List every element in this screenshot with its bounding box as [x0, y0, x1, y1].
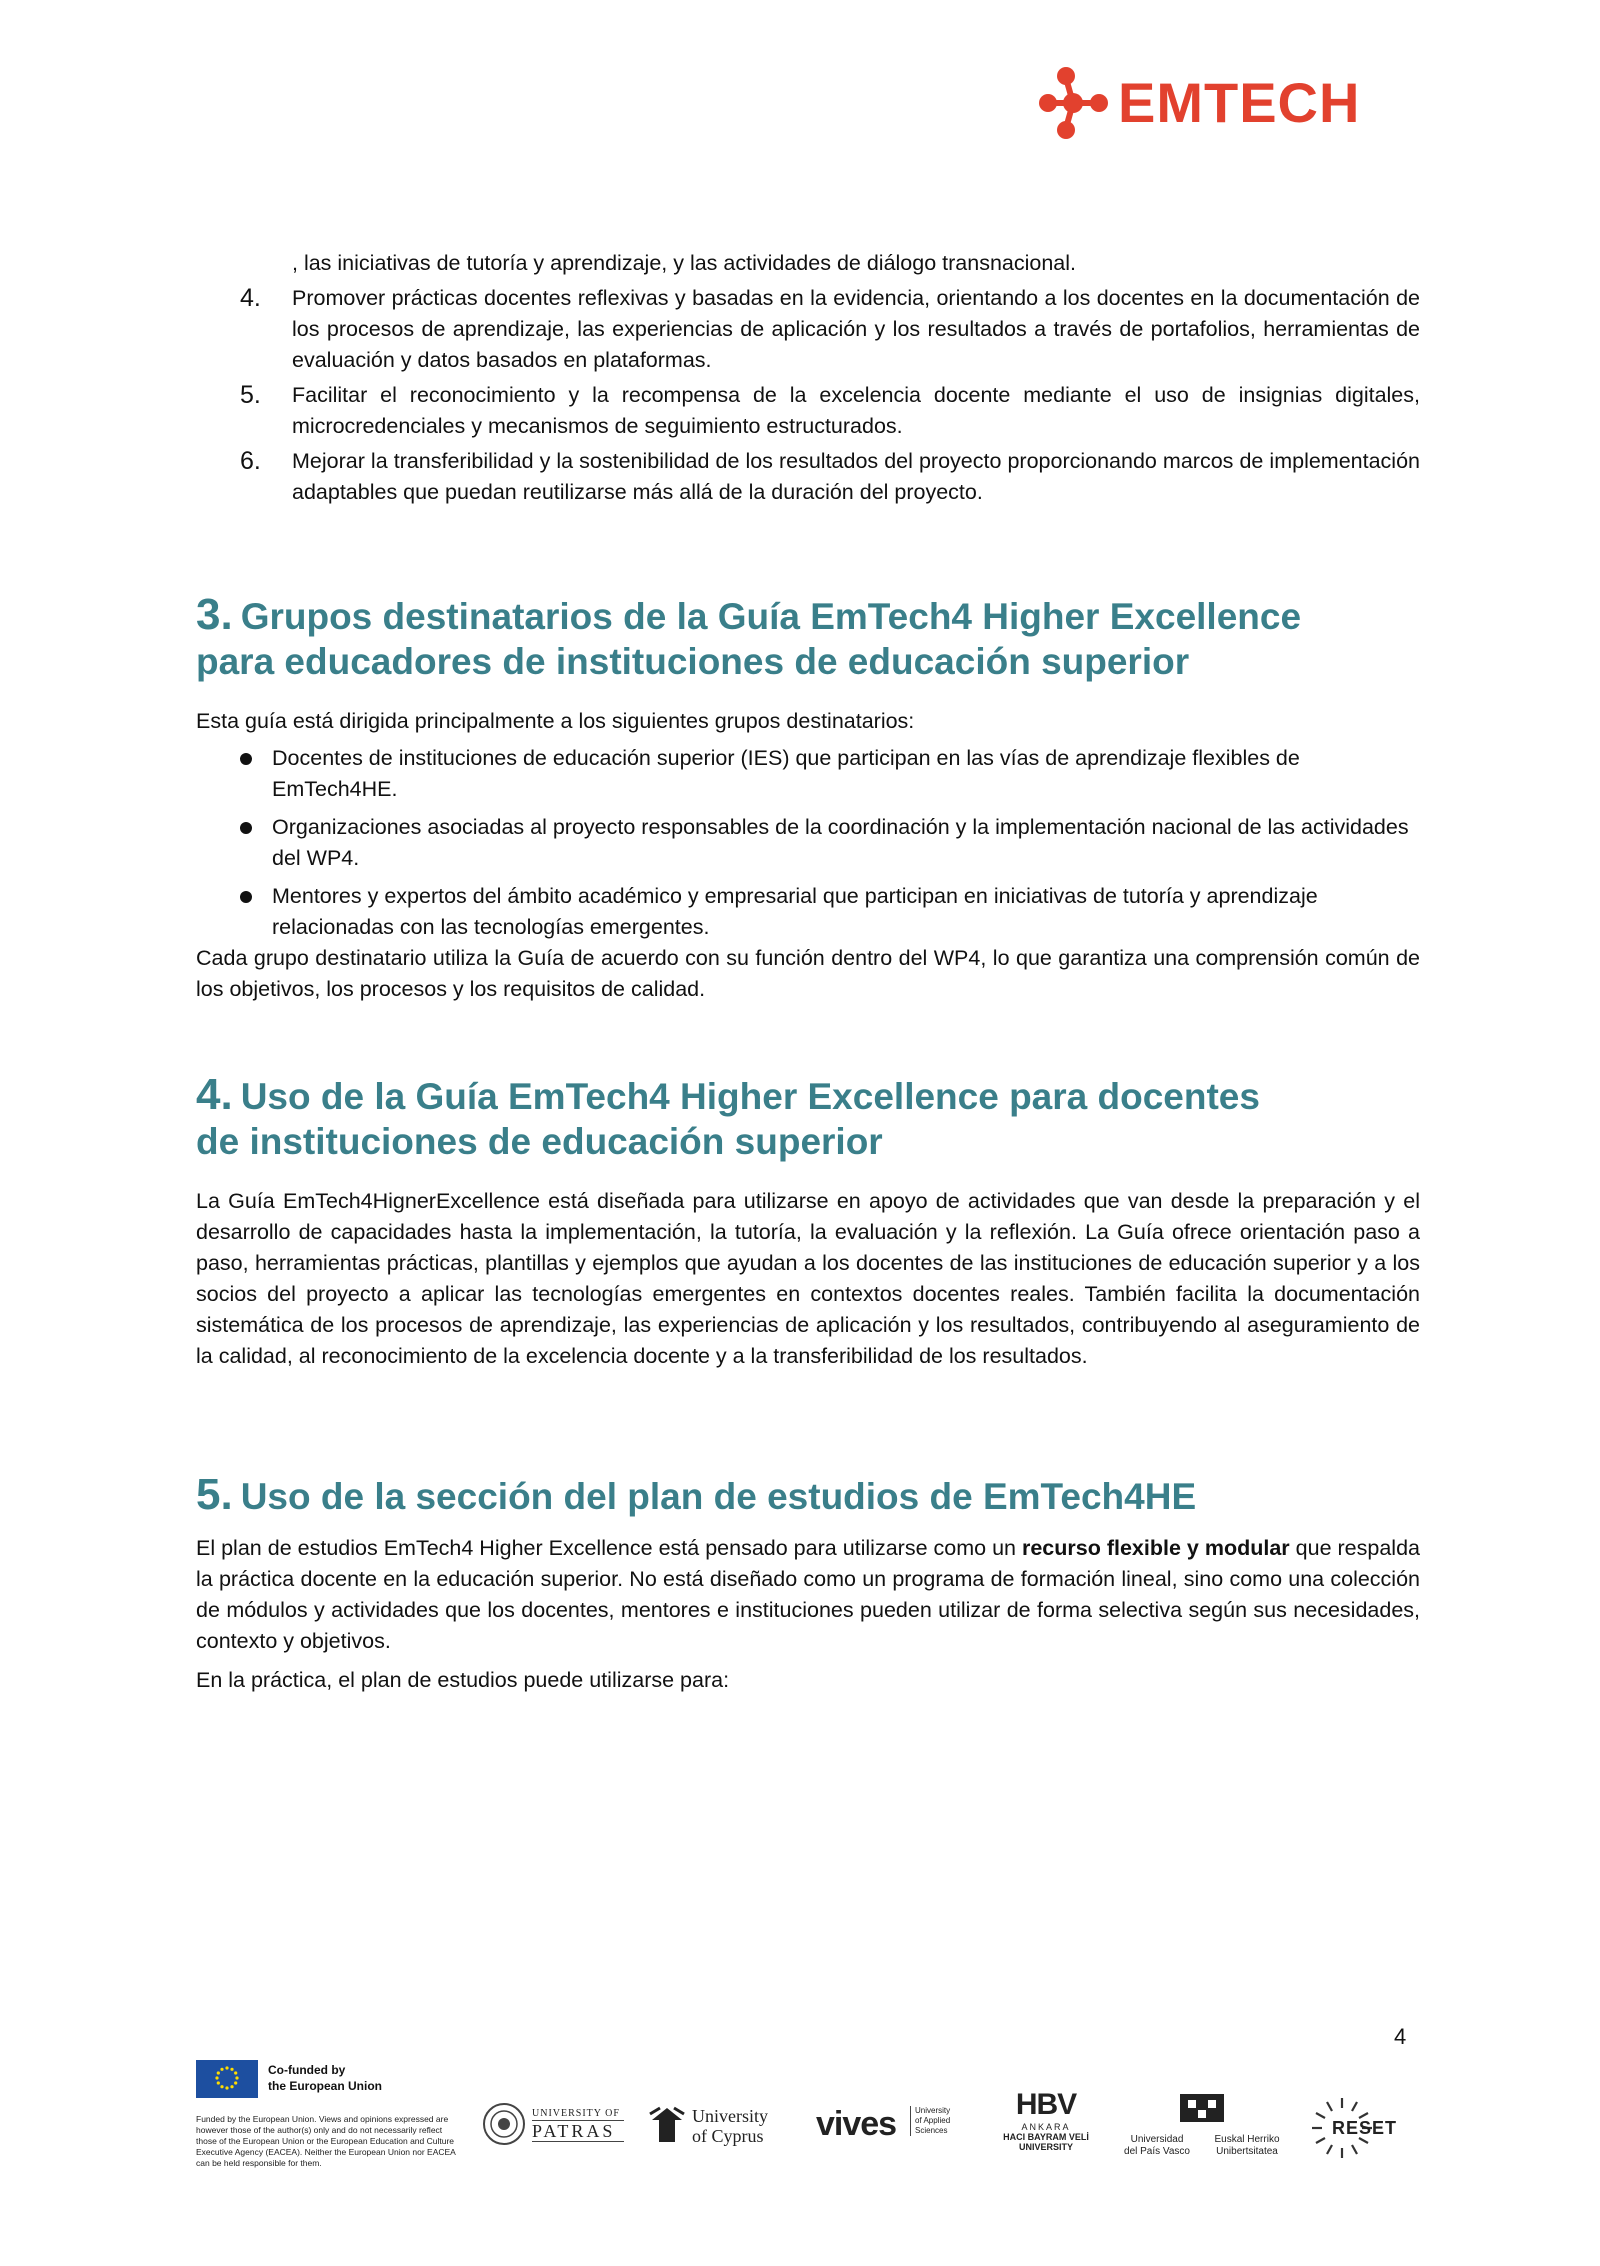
upv-line: del País Vasco — [1124, 2146, 1190, 2157]
list-item — [196, 380, 1420, 442]
upv-emblem-icon — [1172, 2090, 1232, 2130]
patras-seal-icon — [482, 2102, 526, 2146]
heading-line-1: Uso de la Guía EmTech4 Higher Excellence para docentes — [240, 1076, 1260, 1117]
bullet-dot — [240, 822, 252, 834]
eu-caption — [268, 2062, 408, 2094]
body-bold-text: recurso flexible y modular — [1021, 1536, 1290, 1560]
bullet-dot — [240, 891, 252, 903]
section-4-body: La Guía EmTech4HignerExcellence está diseñada para utilizarse en apoyo de actividades que van desde la preparación y el desarrollo de capacidades hasta la implementación, la tutoría, la evaluación y la reflexión. La Guía ofrece orientación paso a paso, herramientas prácticas, plantillas y ejemplos que ayudan a los docentes de las instituciones de educación superior y a los socios del proyecto a aplicar las tecnologías emergentes en contextos docentes reales. También facilita la documentación sistemática de los procesos de aprendizaje, las experiencias de aplicación y los resultados, contribuyendo al aseguramiento de la calidad, al reconocimiento de la excelencia docente y a la transferibilidad de los resultados. — [196, 1189, 1420, 1368]
bullet-item — [196, 743, 1420, 805]
vives-sub-line: University — [915, 2106, 951, 2115]
hbv-university-logo — [986, 2088, 1106, 2152]
reset-wordmark: RESET — [1332, 2118, 1398, 2138]
list-item — [196, 446, 1420, 508]
hbv-line: HACI BAYRAM VELİ — [1003, 2132, 1089, 2142]
section-5 — [196, 1472, 1420, 1696]
body-text: que respalda la práctica docente en la educación superior. No está diseñado como un programa de formación lineal, sino como una colección de módulos y actividades que los docentes, mentores e instituciones pueden utilizar de forma selectiva según sus necesidades, contexto y objetivos. — [196, 1536, 1420, 1653]
eu-flag-icon — [196, 2060, 258, 2098]
section-4-heading — [196, 1072, 1420, 1164]
patras-line: UNIVERSITY OF — [532, 2108, 620, 2119]
eu-caption-line: the European Union — [268, 2079, 382, 2093]
vives-subtitle — [910, 2106, 985, 2136]
patras-line: PATRAS — [532, 2120, 624, 2142]
section-number: 5. — [196, 1470, 233, 1519]
cyprus-line: University — [692, 2106, 768, 2126]
upv-es — [1112, 2134, 1202, 2158]
bullet-text: Docentes de instituciones de educación superior (IES) que participan en las vías de aprendizaje flexibles de EmTech4HE. — [272, 746, 1300, 801]
heading-line-2: para educadores de instituciones de educación superior — [196, 641, 1190, 682]
section-5-body-2: En la práctica, el plan de estudios puede utilizarse para: — [196, 1668, 730, 1692]
vives-sub-line: of Applied — [915, 2116, 951, 2125]
heading-line-1: Uso de la sección del plan de estudios de EmTech4HE — [240, 1476, 1197, 1517]
bullet-list — [196, 743, 1420, 943]
bullet-item — [196, 881, 1420, 943]
body-text: El plan de estudios EmTech4 Higher Excellence está pensado para utilizarse como un — [196, 1536, 1022, 1560]
section-4 — [196, 1072, 1420, 1372]
emtech-logo — [1036, 66, 1360, 140]
list-continuation: , las iniciativas de tutoría y aprendizaje, y las actividades de diálogo transnacional. — [292, 251, 1077, 275]
hbv-line: UNIVERSITY — [1018, 2142, 1073, 2152]
upv-line: Unibertsitatea — [1216, 2146, 1278, 2157]
list-item — [196, 283, 1420, 376]
section-5-body — [196, 1533, 1420, 1657]
bullet-item — [196, 812, 1420, 874]
molecule-icon — [1036, 66, 1110, 140]
cyprus-emblem-icon — [648, 2104, 686, 2146]
list-number: 6. — [240, 447, 261, 475]
heading-line-1: Grupos destinatarios de la Guía EmTech4 Higher Excellence — [240, 596, 1302, 637]
vives-sub-line: Sciences — [915, 2126, 948, 2135]
section-3-heading — [196, 592, 1420, 684]
hbv-mark: HBV — [1015, 2088, 1077, 2121]
list-number: 5. — [240, 381, 261, 409]
numbered-list-block — [196, 248, 1420, 512]
footer-logos — [196, 2060, 1426, 2210]
list-text: Promover prácticas docentes reflexivas y basadas en la evidencia, orientando a los docentes en la documentación de los procesos de aprendizaje, las experiencias de aplicación y los resultados a través de portafolios, herramientas de evaluación y datos basados en plataformas. — [292, 286, 1420, 372]
logo-text: EMTECH — [1118, 71, 1361, 134]
list-number: 4. — [240, 284, 261, 312]
section-5-heading — [196, 1472, 1420, 1519]
list-text: Facilitar el reconocimiento y la recompensa de la excelencia docente mediante el uso de insignias digitales, microcredenciales y mecanismos de seguimiento estructurados. — [292, 383, 1420, 438]
bullet-dot — [240, 753, 252, 765]
section-3-intro: Esta guía está dirigida principalmente a los siguientes grupos destinatarios: — [196, 709, 915, 733]
vives-wordmark: vives — [816, 2105, 897, 2143]
page-number: 4 — [1394, 2024, 1407, 2049]
cyprus-line: of Cyprus — [692, 2126, 764, 2146]
upv-line: Universidad — [1130, 2134, 1184, 2145]
hbv-line: ANKARA — [1021, 2122, 1071, 2132]
section-3 — [196, 592, 1420, 1005]
upv-eu — [1202, 2134, 1292, 2158]
eu-caption-line: Co-funded by — [268, 2063, 346, 2077]
bullet-text: Mentores y expertos del ámbito académico y empresarial que participan en iniciativas de tutoría y aprendizaje relacionadas con las tecnologías emergentes. — [272, 884, 1318, 939]
eu-disclaimer: Funded by the European Union. Views and opinions expressed are however those of the author(s) only and do not necessarily reflect those of the European Union or the European Education and Culture Executive Agency (EACEA). Neither the European Union nor EACEA can be held responsible for them. — [196, 2114, 456, 2168]
eu-cofunded-logo — [196, 2060, 382, 2098]
upv-line: Euskal Herriko — [1214, 2134, 1280, 2145]
heading-line-2: de instituciones de educación superior — [196, 1121, 883, 1162]
section-number: 4. — [196, 1070, 233, 1119]
bullet-text: Organizaciones asociadas al proyecto responsables de la coordinación y la implementación nacional de las actividades del WP4. — [272, 815, 1409, 870]
section-3-closing: Cada grupo destinatario utiliza la Guía de acuerdo con su función dentro del WP4, lo que garantiza una comprensión común de los objetivos, los procesos y los requisitos de calidad. — [196, 946, 1420, 1001]
section-number: 3. — [196, 590, 233, 639]
list-text: Mejorar la transferibilidad y la sostenibilidad de los resultados del proyecto proporcionando marcos de implementación adaptables que puedan reutilizarse más allá de la duración del proyecto. — [292, 449, 1420, 504]
